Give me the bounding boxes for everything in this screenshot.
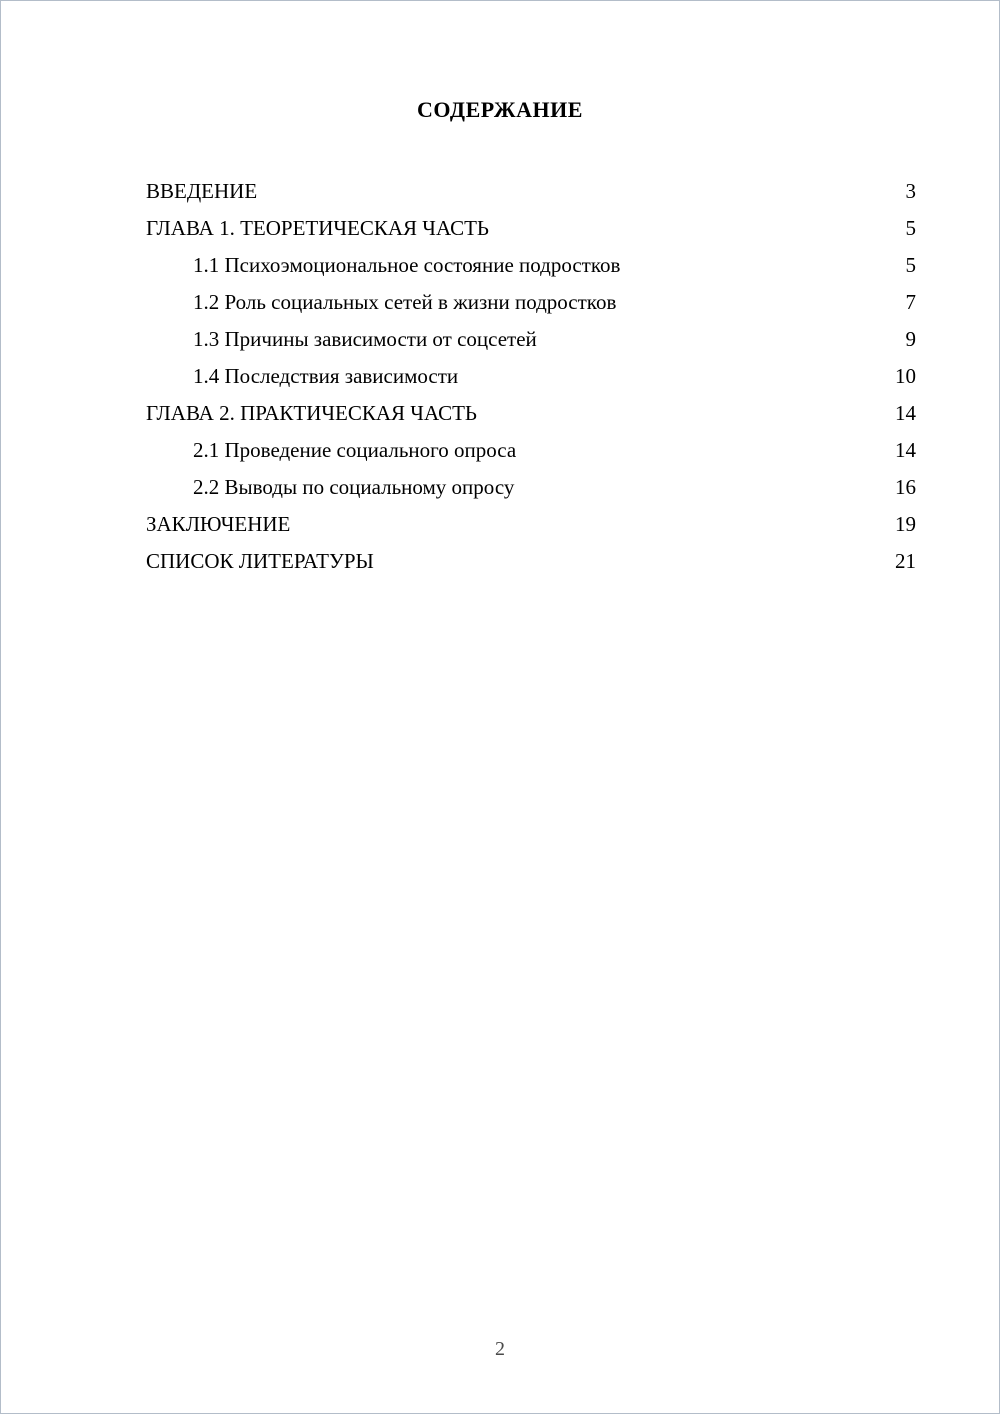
toc-entry xyxy=(146,395,916,432)
toc-entry xyxy=(146,247,916,284)
toc-entry-page-number: 5 xyxy=(905,253,916,277)
toc-entry-label: 1.4 Последствия зависимости xyxy=(193,364,459,388)
toc-entry-label: 1.2 Роль социальных сетей в жизни подростков xyxy=(193,290,617,314)
toc-entry xyxy=(146,358,916,395)
toc-entry-label: ЗАКЛЮЧЕНИЕ xyxy=(146,512,291,536)
toc-entry xyxy=(146,284,916,321)
toc-entry-label: ГЛАВА 2. ПРАКТИЧЕСКАЯ ЧАСТЬ xyxy=(146,401,477,425)
toc-entry-page-number: 10 xyxy=(895,364,916,388)
toc-entry-page-number: 5 xyxy=(905,216,916,240)
toc-entry-page-number: 21 xyxy=(895,549,916,573)
toc-entry-page-number: 14 xyxy=(895,438,916,462)
toc-entry-label: 2.1 Проведение социального опроса xyxy=(193,438,517,462)
toc-entry-page-number: 14 xyxy=(895,401,916,425)
toc-entry xyxy=(146,506,916,543)
toc-title: СОДЕРЖАНИЕ xyxy=(417,97,583,122)
page-number-footer: 2 xyxy=(495,1338,505,1360)
toc-list xyxy=(1,173,999,580)
toc-entry-page-number: 16 xyxy=(895,475,916,499)
toc-entry xyxy=(146,469,916,506)
toc-entry-page-number: 3 xyxy=(905,179,916,203)
toc-entry-page-number: 7 xyxy=(905,290,916,314)
toc-entry-label: 2.2 Выводы по социальному опросу xyxy=(193,475,515,499)
toc-entry-page-number: 19 xyxy=(895,512,916,536)
toc-entry xyxy=(146,210,916,247)
toc-entry-label: 1.3 Причины зависимости от соцсетей xyxy=(193,327,537,351)
toc-entry-label: СПИСОК ЛИТЕРАТУРЫ xyxy=(146,549,374,573)
toc-entry xyxy=(146,321,916,358)
toc-entry xyxy=(146,173,916,210)
toc-entry-label: ГЛАВА 1. ТЕОРЕТИЧЕСКАЯ ЧАСТЬ xyxy=(146,216,489,240)
toc-entry-label: 1.1 Психоэмоциональное состояние подростков xyxy=(193,253,621,277)
toc-entry-label: ВВЕДЕНИЕ xyxy=(146,179,258,203)
toc-entry xyxy=(146,432,916,469)
toc-entry-page-number: 9 xyxy=(905,327,916,351)
toc-entry xyxy=(146,543,916,580)
